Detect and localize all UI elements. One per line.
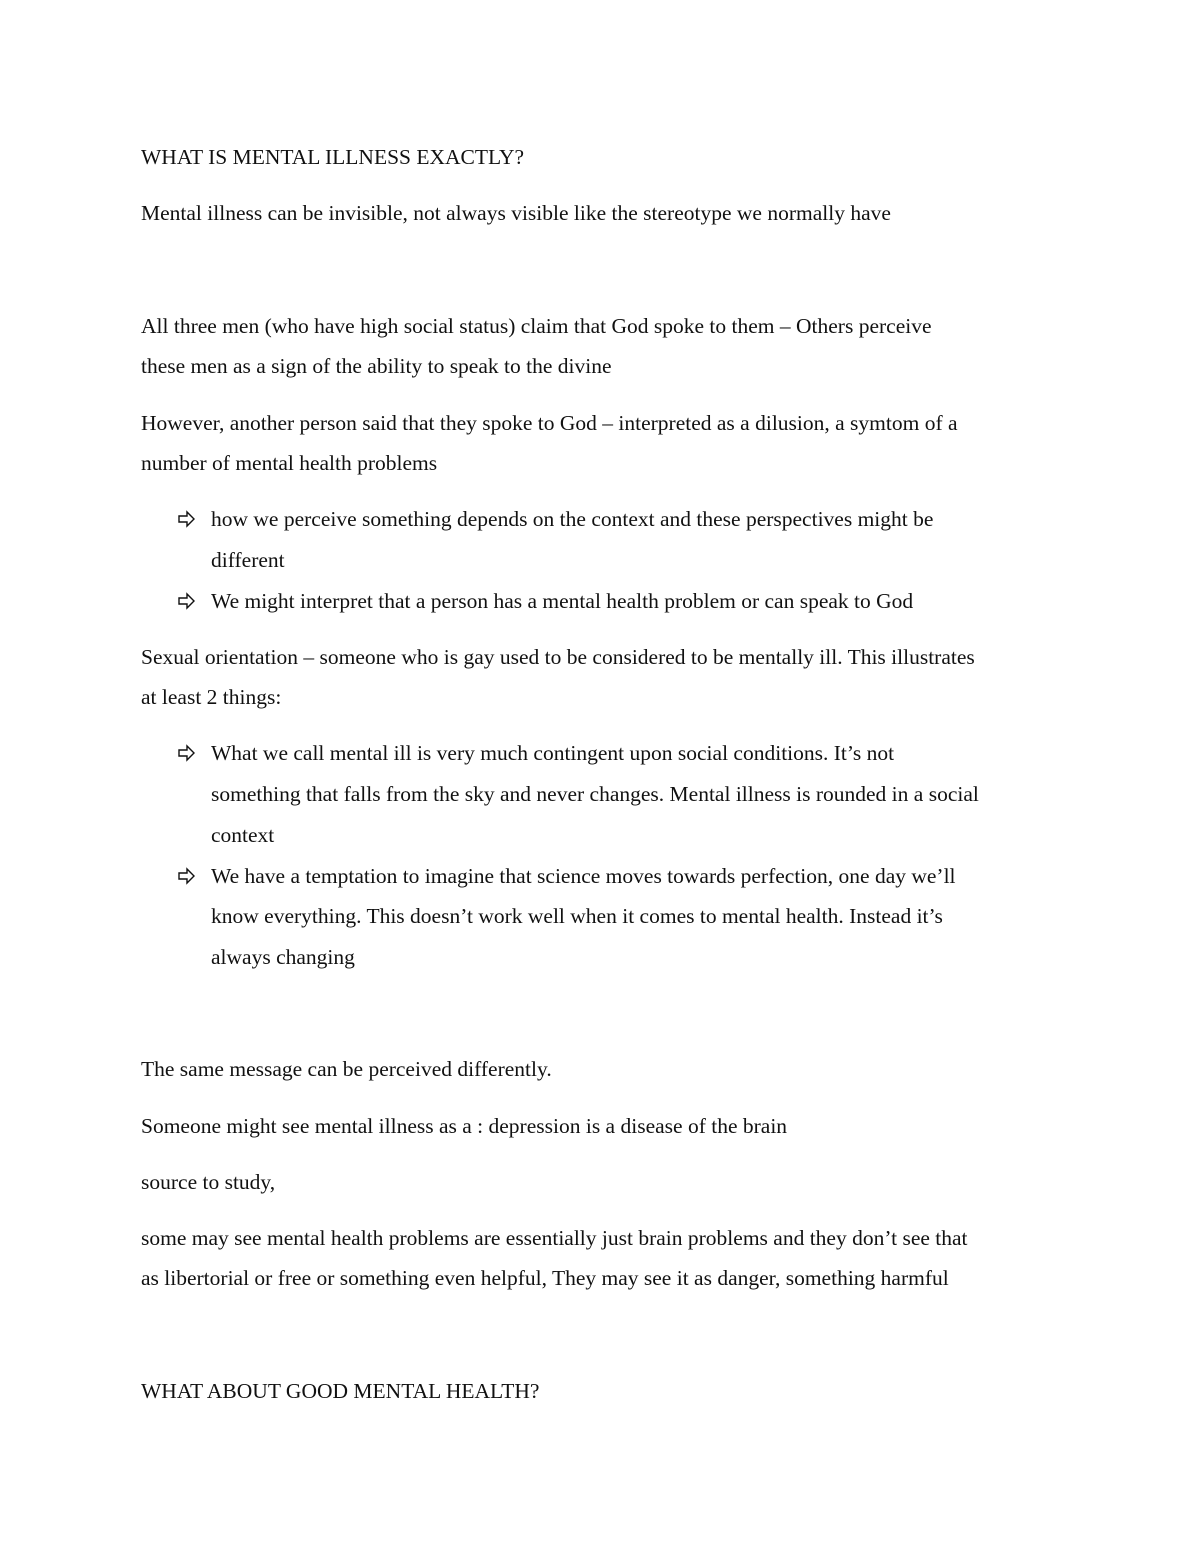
arrow-bullet-icon: [176, 739, 198, 767]
bullet-line: We have a temptation to imagine that science moves towards perfection, one day we’ll: [211, 864, 956, 888]
bullet-line: context: [211, 823, 275, 847]
paragraph-line: All three men (who have high social status) claim that God spoke to them – Others perceive: [141, 314, 932, 338]
paragraph-line: Sexual orientation – someone who is gay used to be considered to be mentally ill. This illustrates: [141, 645, 975, 669]
paragraph-line: However, another person said that they spoke to God – interpreted as a dilusion, a symtom of a: [141, 411, 958, 435]
bullet-line: always changing: [211, 945, 355, 969]
bullet-line: We might interpret that a person has a mental health problem or can speak to God: [211, 589, 914, 613]
bullet-line: different: [211, 548, 285, 572]
bullet-line: What we call mental ill is very much contingent upon social conditions. It’s not: [211, 741, 895, 765]
paragraph-line: Mental illness can be invisible, not always visible like the stereotype we normally have: [141, 201, 891, 225]
bullet-line: how we perceive something depends on the context and these perspectives might be: [211, 507, 934, 531]
arrow-bullet-icon: [176, 505, 198, 533]
paragraph-line: Someone might see mental illness as a : depression is a disease of the brain: [141, 1114, 788, 1138]
section-heading: WHAT IS MENTAL ILLNESS EXACTLY?: [141, 145, 525, 169]
paragraph-line: source to study,: [141, 1170, 276, 1194]
paragraph-line: at least 2 things:: [141, 685, 282, 709]
paragraph-line: The same message can be perceived differently.: [141, 1057, 552, 1081]
paragraph-line: number of mental health problems: [141, 451, 438, 475]
arrow-bullet-icon: [176, 587, 198, 615]
bullet-line: know everything. This doesn’t work well when it comes to mental health. Instead it’s: [211, 904, 943, 928]
paragraph-line: these men as a sign of the ability to speak to the divine: [141, 354, 612, 378]
arrow-bullet-icon: [176, 862, 198, 890]
paragraph-line: as libertorial or free or something even helpful, They may see it as danger, something harmful: [141, 1266, 949, 1290]
section-heading: WHAT ABOUT GOOD MENTAL HEALTH?: [141, 1379, 540, 1403]
bullet-line: something that falls from the sky and never changes. Mental illness is rounded in a social: [211, 782, 979, 806]
paragraph-line: some may see mental health problems are essentially just brain problems and they don’t see that: [141, 1226, 968, 1250]
